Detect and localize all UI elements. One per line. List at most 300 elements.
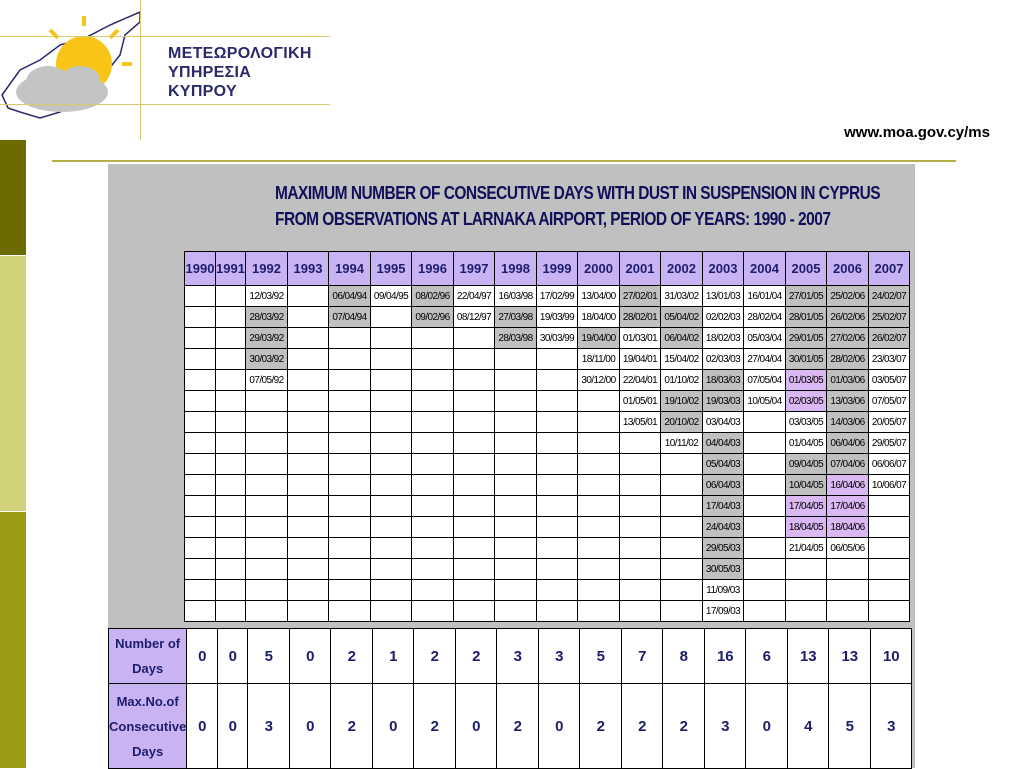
date-cell: 26/02/07 bbox=[869, 328, 910, 349]
date-cell bbox=[329, 517, 371, 538]
date-cell bbox=[495, 517, 537, 538]
number-of-days-label: Number of Days bbox=[109, 629, 187, 684]
date-cell bbox=[578, 475, 620, 496]
date-cell bbox=[454, 580, 495, 601]
date-cell: 28/02/04 bbox=[744, 307, 786, 328]
date-cell bbox=[454, 517, 495, 538]
dust-days-table bbox=[184, 251, 910, 622]
date-cell bbox=[216, 307, 246, 328]
date-cell bbox=[371, 517, 412, 538]
year-header-1990: 1990 bbox=[185, 252, 216, 286]
date-cell bbox=[454, 454, 495, 475]
date-cell bbox=[371, 475, 412, 496]
date-cell bbox=[329, 349, 371, 370]
date-cell bbox=[288, 517, 329, 538]
date-cell: 03/03/05 bbox=[786, 412, 827, 433]
date-cell: 03/05/07 bbox=[869, 370, 910, 391]
table-row bbox=[185, 328, 910, 349]
date-cell bbox=[216, 538, 246, 559]
date-cell bbox=[744, 475, 786, 496]
date-cell bbox=[246, 475, 288, 496]
date-cell bbox=[185, 580, 216, 601]
date-cell bbox=[371, 433, 412, 454]
date-cell: 10/06/07 bbox=[869, 475, 910, 496]
date-cell bbox=[216, 580, 246, 601]
date-cell bbox=[371, 328, 412, 349]
date-cell: 23/03/07 bbox=[869, 349, 910, 370]
date-cell: 18/03/03 bbox=[703, 370, 744, 391]
date-cell bbox=[744, 496, 786, 517]
max-consecutive-days-value: 0 bbox=[456, 684, 497, 769]
year-header-1998: 1998 bbox=[495, 252, 537, 286]
header-divider-vertical bbox=[140, 0, 141, 140]
table-title bbox=[275, 180, 880, 232]
date-cell: 28/03/98 bbox=[495, 328, 537, 349]
date-cell bbox=[412, 391, 454, 412]
date-cell bbox=[578, 601, 620, 622]
date-cell bbox=[412, 433, 454, 454]
number-of-days-value: 13 bbox=[788, 629, 829, 684]
date-cell: 16/03/98 bbox=[495, 286, 537, 307]
number-of-days-value: 3 bbox=[539, 629, 580, 684]
date-cell: 08/12/97 bbox=[454, 307, 495, 328]
number-of-days-value: 6 bbox=[746, 629, 788, 684]
date-cell bbox=[744, 559, 786, 580]
number-of-days-value: 3 bbox=[497, 629, 539, 684]
date-cell bbox=[620, 538, 661, 559]
date-cell bbox=[454, 328, 495, 349]
date-cell: 22/04/01 bbox=[620, 370, 661, 391]
date-cell bbox=[661, 580, 703, 601]
date-cell bbox=[371, 496, 412, 517]
date-cell bbox=[495, 433, 537, 454]
max-consecutive-days-value: 2 bbox=[331, 684, 373, 769]
year-header-1995: 1995 bbox=[371, 252, 412, 286]
date-cell: 22/04/97 bbox=[454, 286, 495, 307]
header-rule bbox=[52, 160, 956, 162]
year-header-1997: 1997 bbox=[454, 252, 495, 286]
date-cell bbox=[185, 601, 216, 622]
left-accent-bar-light bbox=[0, 256, 26, 511]
date-cell bbox=[371, 307, 412, 328]
number-of-days-value: 7 bbox=[622, 629, 663, 684]
date-cell bbox=[246, 454, 288, 475]
date-cell bbox=[578, 580, 620, 601]
date-cell bbox=[216, 328, 246, 349]
date-cell: 19/03/03 bbox=[703, 391, 744, 412]
number-of-days-value: 10 bbox=[871, 629, 912, 684]
date-cell bbox=[185, 286, 216, 307]
table-row bbox=[185, 454, 910, 475]
date-cell bbox=[786, 559, 827, 580]
date-cell bbox=[216, 454, 246, 475]
date-cell bbox=[185, 328, 216, 349]
date-cell: 18/04/06 bbox=[827, 517, 869, 538]
date-cell bbox=[412, 412, 454, 433]
max-consecutive-days-value: 3 bbox=[248, 684, 290, 769]
date-cell: 06/04/94 bbox=[329, 286, 371, 307]
date-cell bbox=[495, 580, 537, 601]
number-of-days-value: 16 bbox=[705, 629, 746, 684]
max-consecutive-days-value: 0 bbox=[539, 684, 580, 769]
date-cell bbox=[620, 601, 661, 622]
date-cell bbox=[495, 454, 537, 475]
date-cell: 07/05/07 bbox=[869, 391, 910, 412]
date-cell: 12/03/92 bbox=[246, 286, 288, 307]
number-of-days-value: 0 bbox=[218, 629, 248, 684]
date-cell bbox=[495, 538, 537, 559]
date-cell bbox=[412, 349, 454, 370]
date-cell: 24/04/03 bbox=[703, 517, 744, 538]
year-header-1996: 1996 bbox=[412, 252, 454, 286]
date-cell bbox=[454, 370, 495, 391]
date-cell: 02/02/03 bbox=[703, 307, 744, 328]
date-cell bbox=[744, 412, 786, 433]
date-cell bbox=[329, 496, 371, 517]
number-of-days-value: 2 bbox=[414, 629, 456, 684]
date-cell bbox=[329, 559, 371, 580]
number-of-days-value: 5 bbox=[580, 629, 622, 684]
date-cell: 19/04/00 bbox=[578, 328, 620, 349]
date-cell bbox=[288, 454, 329, 475]
year-header-2003: 2003 bbox=[703, 252, 744, 286]
date-cell bbox=[329, 454, 371, 475]
date-cell bbox=[744, 538, 786, 559]
date-cell bbox=[578, 517, 620, 538]
left-accent-bar-dark bbox=[0, 140, 26, 255]
date-cell bbox=[869, 601, 910, 622]
date-cell bbox=[412, 580, 454, 601]
year-header-2000: 2000 bbox=[578, 252, 620, 286]
date-cell bbox=[288, 559, 329, 580]
date-cell: 24/02/07 bbox=[869, 286, 910, 307]
date-cell: 30/03/99 bbox=[537, 328, 578, 349]
year-header-2005: 2005 bbox=[786, 252, 827, 286]
date-cell bbox=[744, 433, 786, 454]
number-of-days-value: 1 bbox=[373, 629, 414, 684]
header-divider-top bbox=[0, 36, 330, 37]
table-row bbox=[185, 601, 910, 622]
date-cell: 01/10/02 bbox=[661, 370, 703, 391]
date-cell bbox=[329, 601, 371, 622]
date-cell bbox=[412, 370, 454, 391]
date-cell bbox=[495, 496, 537, 517]
date-cell bbox=[371, 370, 412, 391]
max-consecutive-days-value: 0 bbox=[746, 684, 788, 769]
date-cell: 18/04/05 bbox=[786, 517, 827, 538]
table-row bbox=[185, 475, 910, 496]
date-cell bbox=[246, 496, 288, 517]
date-cell bbox=[185, 538, 216, 559]
date-cell bbox=[371, 391, 412, 412]
date-cell bbox=[744, 517, 786, 538]
date-cell bbox=[185, 475, 216, 496]
organization-name bbox=[168, 44, 312, 101]
date-cell bbox=[288, 391, 329, 412]
table-row bbox=[185, 559, 910, 580]
date-cell: 09/04/05 bbox=[786, 454, 827, 475]
date-cell bbox=[246, 580, 288, 601]
date-cell bbox=[661, 601, 703, 622]
date-cell: 20/10/02 bbox=[661, 412, 703, 433]
header-divider-bottom bbox=[0, 104, 330, 105]
date-cell bbox=[578, 538, 620, 559]
date-cell bbox=[661, 517, 703, 538]
max-consecutive-days-value: 2 bbox=[414, 684, 456, 769]
date-cell: 05/03/04 bbox=[744, 328, 786, 349]
date-cell: 09/04/95 bbox=[371, 286, 412, 307]
date-cell bbox=[620, 454, 661, 475]
max-consecutive-days-value: 2 bbox=[497, 684, 539, 769]
date-cell: 27/04/04 bbox=[744, 349, 786, 370]
date-cell bbox=[412, 328, 454, 349]
number-of-days-value: 0 bbox=[290, 629, 331, 684]
table-row bbox=[185, 517, 910, 538]
date-cell bbox=[185, 391, 216, 412]
date-cell: 01/03/06 bbox=[827, 370, 869, 391]
date-cell: 31/03/02 bbox=[661, 286, 703, 307]
date-cell: 10/11/02 bbox=[661, 433, 703, 454]
date-cell bbox=[329, 412, 371, 433]
date-cell bbox=[454, 349, 495, 370]
date-cell bbox=[246, 538, 288, 559]
date-cell: 06/04/02 bbox=[661, 328, 703, 349]
date-cell bbox=[661, 559, 703, 580]
date-cell bbox=[185, 559, 216, 580]
date-cell bbox=[216, 370, 246, 391]
date-cell: 30/12/00 bbox=[578, 370, 620, 391]
date-cell bbox=[786, 580, 827, 601]
date-cell bbox=[216, 496, 246, 517]
date-cell: 30/05/03 bbox=[703, 559, 744, 580]
number-of-days-value: 13 bbox=[829, 629, 871, 684]
date-cell: 17/04/05 bbox=[786, 496, 827, 517]
date-cell: 28/03/92 bbox=[246, 307, 288, 328]
date-cell bbox=[412, 538, 454, 559]
table-row bbox=[185, 412, 910, 433]
date-cell: 07/04/94 bbox=[329, 307, 371, 328]
title-line-1: MAXIMUM NUMBER OF CONSECUTIVE DAYS WITH DUST IN SUSPENSION IN CYPRUS bbox=[275, 183, 881, 203]
date-cell: 17/04/06 bbox=[827, 496, 869, 517]
date-cell bbox=[661, 496, 703, 517]
date-cell bbox=[661, 475, 703, 496]
date-cell: 08/02/96 bbox=[412, 286, 454, 307]
number-of-days-value: 2 bbox=[331, 629, 373, 684]
date-cell bbox=[661, 454, 703, 475]
date-cell bbox=[246, 412, 288, 433]
date-cell bbox=[827, 601, 869, 622]
date-cell bbox=[246, 391, 288, 412]
date-cell bbox=[537, 475, 578, 496]
table-row bbox=[185, 433, 910, 454]
date-cell bbox=[329, 433, 371, 454]
date-cell: 18/04/00 bbox=[578, 307, 620, 328]
max-consecutive-days-value: 0 bbox=[218, 684, 248, 769]
date-cell bbox=[288, 349, 329, 370]
date-cell bbox=[454, 559, 495, 580]
date-cell: 21/04/05 bbox=[786, 538, 827, 559]
date-cell: 27/01/05 bbox=[786, 286, 827, 307]
date-cell: 25/02/06 bbox=[827, 286, 869, 307]
table-row bbox=[185, 286, 910, 307]
date-cell bbox=[216, 559, 246, 580]
date-cell bbox=[185, 370, 216, 391]
date-cell: 04/04/03 bbox=[703, 433, 744, 454]
date-cell bbox=[185, 307, 216, 328]
max-consecutive-days-row bbox=[109, 684, 912, 769]
number-of-days-value: 0 bbox=[187, 629, 218, 684]
max-consecutive-days-label: Max.No.of Consecutive Days bbox=[109, 684, 187, 769]
date-cell bbox=[329, 538, 371, 559]
website-url[interactable]: www.moa.gov.cy/ms bbox=[844, 124, 990, 141]
date-cell bbox=[537, 559, 578, 580]
date-cell: 13/03/06 bbox=[827, 391, 869, 412]
date-cell bbox=[412, 517, 454, 538]
date-cell bbox=[495, 412, 537, 433]
date-cell bbox=[661, 538, 703, 559]
max-consecutive-days-value: 2 bbox=[622, 684, 663, 769]
date-cell: 18/02/03 bbox=[703, 328, 744, 349]
date-cell: 30/03/92 bbox=[246, 349, 288, 370]
date-cell: 01/03/05 bbox=[786, 370, 827, 391]
year-header-2006: 2006 bbox=[827, 252, 869, 286]
date-cell: 10/04/05 bbox=[786, 475, 827, 496]
date-cell: 13/05/01 bbox=[620, 412, 661, 433]
date-cell bbox=[329, 328, 371, 349]
date-cell bbox=[537, 538, 578, 559]
date-cell: 28/02/01 bbox=[620, 307, 661, 328]
date-cell bbox=[578, 454, 620, 475]
date-cell bbox=[185, 349, 216, 370]
table-row bbox=[185, 370, 910, 391]
year-header-1992: 1992 bbox=[246, 252, 288, 286]
year-header-2007: 2007 bbox=[869, 252, 910, 286]
date-cell: 29/03/92 bbox=[246, 328, 288, 349]
date-cell bbox=[537, 349, 578, 370]
date-cell: 29/01/05 bbox=[786, 328, 827, 349]
date-cell: 18/11/00 bbox=[578, 349, 620, 370]
date-cell bbox=[620, 580, 661, 601]
date-cell bbox=[495, 370, 537, 391]
max-consecutive-days-value: 2 bbox=[580, 684, 622, 769]
title-line-2: FROM OBSERVATIONS AT LARNAKA AIRPORT, PERIOD OF YEARS: 1990 - 2007 bbox=[275, 209, 831, 229]
year-header-2004: 2004 bbox=[744, 252, 786, 286]
date-cell bbox=[412, 454, 454, 475]
max-consecutive-days-value: 2 bbox=[663, 684, 705, 769]
date-cell bbox=[495, 559, 537, 580]
number-of-days-value: 2 bbox=[456, 629, 497, 684]
date-cell bbox=[216, 349, 246, 370]
year-header-1993: 1993 bbox=[288, 252, 329, 286]
table-row bbox=[185, 580, 910, 601]
date-cell bbox=[620, 559, 661, 580]
date-cell bbox=[537, 412, 578, 433]
date-cell: 07/04/06 bbox=[827, 454, 869, 475]
date-cell: 19/03/99 bbox=[537, 307, 578, 328]
date-cell bbox=[495, 391, 537, 412]
date-cell: 02/03/03 bbox=[703, 349, 744, 370]
date-cell bbox=[371, 580, 412, 601]
date-cell: 01/03/01 bbox=[620, 328, 661, 349]
date-cell bbox=[329, 370, 371, 391]
date-cell: 07/05/04 bbox=[744, 370, 786, 391]
date-cell: 07/05/92 bbox=[246, 370, 288, 391]
date-cell: 14/03/06 bbox=[827, 412, 869, 433]
date-cell bbox=[412, 496, 454, 517]
date-cell: 16/01/04 bbox=[744, 286, 786, 307]
date-cell bbox=[620, 475, 661, 496]
date-cell: 16/04/06 bbox=[827, 475, 869, 496]
date-cell: 29/05/03 bbox=[703, 538, 744, 559]
date-cell: 27/02/06 bbox=[827, 328, 869, 349]
date-cell bbox=[288, 601, 329, 622]
date-cell: 19/04/01 bbox=[620, 349, 661, 370]
date-cell: 05/04/02 bbox=[661, 307, 703, 328]
date-cell bbox=[288, 370, 329, 391]
meteorological-service-logo bbox=[0, 0, 140, 140]
date-cell bbox=[537, 454, 578, 475]
date-cell bbox=[537, 580, 578, 601]
date-cell bbox=[869, 580, 910, 601]
date-cell bbox=[578, 559, 620, 580]
date-cell bbox=[185, 454, 216, 475]
date-cell bbox=[495, 475, 537, 496]
date-cell: 27/02/01 bbox=[620, 286, 661, 307]
date-cell bbox=[185, 433, 216, 454]
date-cell: 13/04/00 bbox=[578, 286, 620, 307]
date-cell: 25/02/07 bbox=[869, 307, 910, 328]
date-cell bbox=[288, 538, 329, 559]
org-line-2: ΥΠΗΡΕΣΙΑ bbox=[168, 64, 252, 81]
date-cell bbox=[329, 475, 371, 496]
date-cell bbox=[288, 433, 329, 454]
date-cell bbox=[537, 601, 578, 622]
date-cell: 01/05/01 bbox=[620, 391, 661, 412]
date-cell bbox=[412, 601, 454, 622]
date-cell bbox=[288, 475, 329, 496]
date-cell bbox=[216, 433, 246, 454]
date-cell bbox=[185, 496, 216, 517]
date-cell bbox=[371, 454, 412, 475]
date-cell bbox=[246, 433, 288, 454]
date-cell: 17/02/99 bbox=[537, 286, 578, 307]
date-cell: 10/05/04 bbox=[744, 391, 786, 412]
date-cell bbox=[454, 475, 495, 496]
date-cell bbox=[537, 517, 578, 538]
date-cell: 06/04/03 bbox=[703, 475, 744, 496]
date-cell bbox=[371, 559, 412, 580]
number-of-days-value: 8 bbox=[663, 629, 705, 684]
date-cell bbox=[869, 538, 910, 559]
date-cell bbox=[620, 433, 661, 454]
date-cell: 02/03/05 bbox=[786, 391, 827, 412]
date-cell: 06/06/07 bbox=[869, 454, 910, 475]
date-cell: 17/09/03 bbox=[703, 601, 744, 622]
date-cell bbox=[827, 580, 869, 601]
table-row bbox=[185, 496, 910, 517]
max-consecutive-days-value: 5 bbox=[829, 684, 871, 769]
date-cell: 06/05/06 bbox=[827, 538, 869, 559]
date-cell: 11/09/03 bbox=[703, 580, 744, 601]
number-of-days-row bbox=[109, 629, 912, 684]
date-cell bbox=[371, 538, 412, 559]
date-cell bbox=[329, 391, 371, 412]
date-cell bbox=[869, 496, 910, 517]
date-cell bbox=[869, 559, 910, 580]
date-cell bbox=[246, 601, 288, 622]
date-cell bbox=[578, 391, 620, 412]
date-cell bbox=[288, 307, 329, 328]
